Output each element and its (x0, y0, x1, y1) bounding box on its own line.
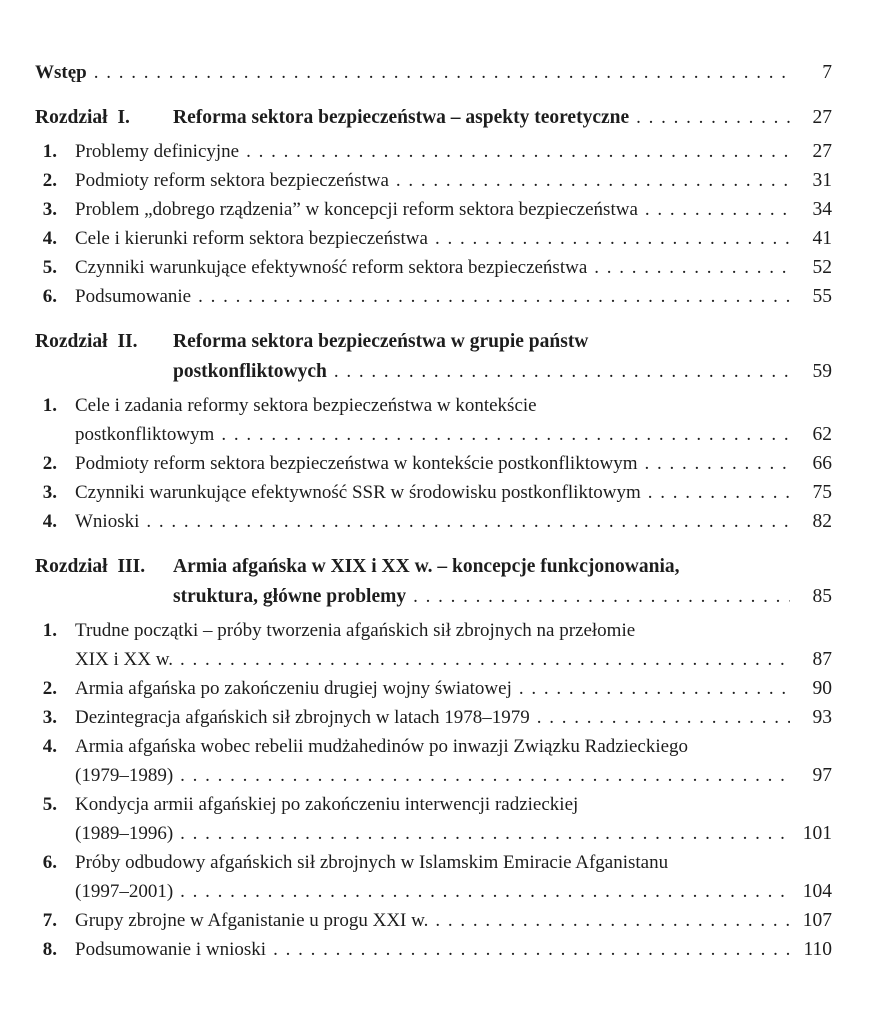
toc-line (35, 420, 832, 449)
dot-leader (644, 449, 790, 478)
dot-leader (648, 478, 790, 507)
entry-title-line: Trudne początki – próby tworzenia afgańskich sił zbrojnych na przełomie (75, 620, 636, 641)
entry-title-line: Cele i kierunki reform sektora bezpieczeństwa (75, 228, 428, 249)
item-number: 6. (42, 852, 57, 873)
item-number: 2. (42, 678, 57, 699)
chapter-label: Rozdział I. (35, 107, 130, 128)
toc-entry-item (35, 848, 832, 906)
dot-leader (198, 282, 790, 311)
page-number: 101 (802, 823, 832, 844)
item-number: 2. (42, 453, 57, 474)
item-number: 4. (42, 511, 57, 532)
entry-title-line: Armia afgańska po zakończeniu drugiej wojny światowej (75, 678, 512, 699)
page-number: 85 (812, 586, 832, 607)
dot-leader (273, 935, 790, 964)
toc-entry-item (35, 478, 832, 507)
dot-leader (645, 195, 790, 224)
entry-title-line: postkonfliktowym (75, 424, 215, 445)
toc-entry-chapter (35, 103, 832, 133)
entry-title-line: (1989–1996) (75, 823, 174, 844)
toc-line (35, 819, 832, 848)
dot-leader (435, 224, 790, 253)
toc-line (35, 58, 832, 87)
item-number: 1. (42, 141, 57, 162)
toc-entry-item (35, 790, 832, 848)
toc-line (35, 224, 832, 253)
entry-title-line: Cele i zadania reformy sektora bezpieczeństwa w kontekście (75, 395, 537, 416)
toc-line (35, 703, 832, 732)
page-number: 27 (812, 141, 832, 162)
entry-title-line: Próby odbudowy afgańskich sił zbrojnych w Islamskim Emiracie Afganistanu (75, 852, 669, 873)
toc-line (35, 195, 832, 224)
entry-title-line: (1997–2001) (75, 881, 174, 902)
entry-title-line: Problemy definicyjne (75, 141, 240, 162)
item-number: 5. (42, 794, 57, 815)
toc-line (35, 935, 832, 964)
toc-line (35, 478, 832, 507)
entry-title-line: Czynniki warunkujące efektywność reform sektora bezpieczeństwa (75, 257, 588, 278)
entry-title-line: Armia afgańska w XIX i XX w. – koncepcje funkcjonowania, (173, 556, 680, 577)
page-number: 31 (812, 170, 832, 191)
entry-title-line: (1979–1989) (75, 765, 174, 786)
item-number: 1. (42, 395, 57, 416)
page-number: 75 (812, 482, 832, 503)
dot-leader (246, 137, 790, 166)
toc-entry-item (35, 224, 832, 253)
page-number: 107 (802, 910, 832, 931)
entry-title-line: postkonfliktowych (173, 361, 327, 382)
page-number: 59 (812, 361, 832, 382)
toc-entry-item (35, 616, 832, 674)
dot-leader (396, 166, 790, 195)
page-number: 7 (822, 62, 832, 83)
toc-line (35, 357, 832, 387)
page-number: 55 (812, 286, 832, 307)
chapter-label: Rozdział III. (35, 556, 146, 577)
page-number: 52 (812, 257, 832, 278)
chapter-label: Rozdział II. (35, 331, 138, 352)
dot-leader (94, 58, 790, 87)
item-number: 4. (42, 228, 57, 249)
toc-line (35, 282, 832, 311)
toc-line (35, 582, 832, 612)
dot-leader (537, 703, 790, 732)
toc-line (35, 645, 832, 674)
toc-entry-item (35, 253, 832, 282)
dot-leader (221, 420, 790, 449)
toc-line (35, 166, 832, 195)
toc-line (35, 877, 832, 906)
entry-title-line: Podmioty reform sektora bezpieczeństwa w kontekście postkonfliktowym (75, 453, 638, 474)
toc-entry-item (35, 449, 832, 478)
entry-title-line: Podsumowanie i wnioski (75, 939, 267, 960)
item-number: 3. (42, 199, 57, 220)
dot-leader (594, 253, 790, 282)
toc-entry-item (35, 137, 832, 166)
dot-leader (146, 507, 790, 536)
dot-leader (180, 877, 790, 906)
item-number: 8. (42, 939, 57, 960)
dot-leader (519, 674, 790, 703)
page-number: 90 (812, 678, 832, 699)
item-number: 3. (42, 482, 57, 503)
dot-leader (435, 906, 790, 935)
toc-entry-item (35, 195, 832, 224)
toc-line (35, 761, 832, 790)
page-number: 62 (812, 424, 832, 445)
page-number: 82 (812, 511, 832, 532)
toc-line (35, 732, 832, 761)
dot-leader (180, 819, 790, 848)
toc-line (35, 552, 832, 582)
toc-line (35, 137, 832, 166)
entry-title-line: struktura, główne problemy (173, 586, 407, 607)
toc-entry-item (35, 906, 832, 935)
item-number: 3. (42, 707, 57, 728)
page-number: 87 (812, 649, 832, 670)
toc-line (35, 449, 832, 478)
page-number: 34 (812, 199, 832, 220)
entry-title-line: Czynniki warunkujące efektywność SSR w środowisku postkonfliktowym (75, 482, 641, 503)
toc-line (35, 391, 832, 420)
toc-line (35, 790, 832, 819)
page-number: 110 (803, 939, 832, 960)
toc-line (35, 327, 832, 357)
entry-title-line: Problem „dobrego rządzenia” w koncepcji reform sektora bezpieczeństwa (75, 199, 638, 220)
toc-entry-intro (35, 58, 832, 87)
entry-title-line: Armia afgańska wobec rebelii mudżahedinów po inwazji Związku Radzieckiego (75, 736, 689, 757)
page-number: 97 (812, 765, 832, 786)
entry-title-line: Reforma sektora bezpieczeństwa – aspekty teoretyczne (173, 107, 630, 128)
dot-leader (636, 103, 790, 133)
toc-line (35, 674, 832, 703)
item-number: 1. (42, 620, 57, 641)
dot-leader (413, 582, 790, 612)
entry-title-line: Podsumowanie (75, 286, 192, 307)
toc-entry-chapter (35, 552, 832, 612)
toc-entry-item (35, 391, 832, 449)
toc-line (35, 253, 832, 282)
toc-line (35, 507, 832, 536)
entry-label: Wstęp (35, 62, 87, 83)
toc-line (35, 616, 832, 645)
entry-title-line: Wnioski (75, 511, 140, 532)
item-number: 5. (42, 257, 57, 278)
toc-entry-item (35, 732, 832, 790)
page-number: 104 (802, 881, 832, 902)
entry-title-line: Reforma sektora bezpieczeństwa w grupie państw (173, 331, 589, 352)
entry-title-line: Podmioty reform sektora bezpieczeństwa (75, 170, 389, 191)
toc-entry-item (35, 703, 832, 732)
toc-list (35, 58, 832, 964)
entry-title-line: XIX i XX w. (75, 649, 173, 670)
page-number: 41 (812, 228, 832, 249)
entry-title-line: Kondycja armii afgańskiej po zakończeniu interwencji radzieckiej (75, 794, 579, 815)
toc-entry-chapter (35, 327, 832, 387)
item-number: 7. (42, 910, 57, 931)
item-number: 4. (42, 736, 57, 757)
item-number: 2. (42, 170, 57, 191)
toc-entry-item (35, 166, 832, 195)
toc-entry-item (35, 507, 832, 536)
toc-line (35, 103, 832, 133)
toc-entry-item (35, 935, 832, 964)
toc-entry-item (35, 282, 832, 311)
entry-title-line: Grupy zbrojne w Afganistanie u progu XXI w. (75, 910, 429, 931)
toc-entry-item (35, 674, 832, 703)
dot-leader (180, 761, 790, 790)
dot-leader (180, 645, 790, 674)
page-number: 66 (812, 453, 832, 474)
page-number: 93 (812, 707, 832, 728)
toc-line (35, 848, 832, 877)
page-number: 27 (812, 107, 832, 128)
toc-line (35, 906, 832, 935)
item-number: 6. (42, 286, 57, 307)
entry-title-line: Dezintegracja afgańskich sił zbrojnych w latach 1978–1979 (75, 707, 530, 728)
dot-leader (334, 357, 790, 387)
